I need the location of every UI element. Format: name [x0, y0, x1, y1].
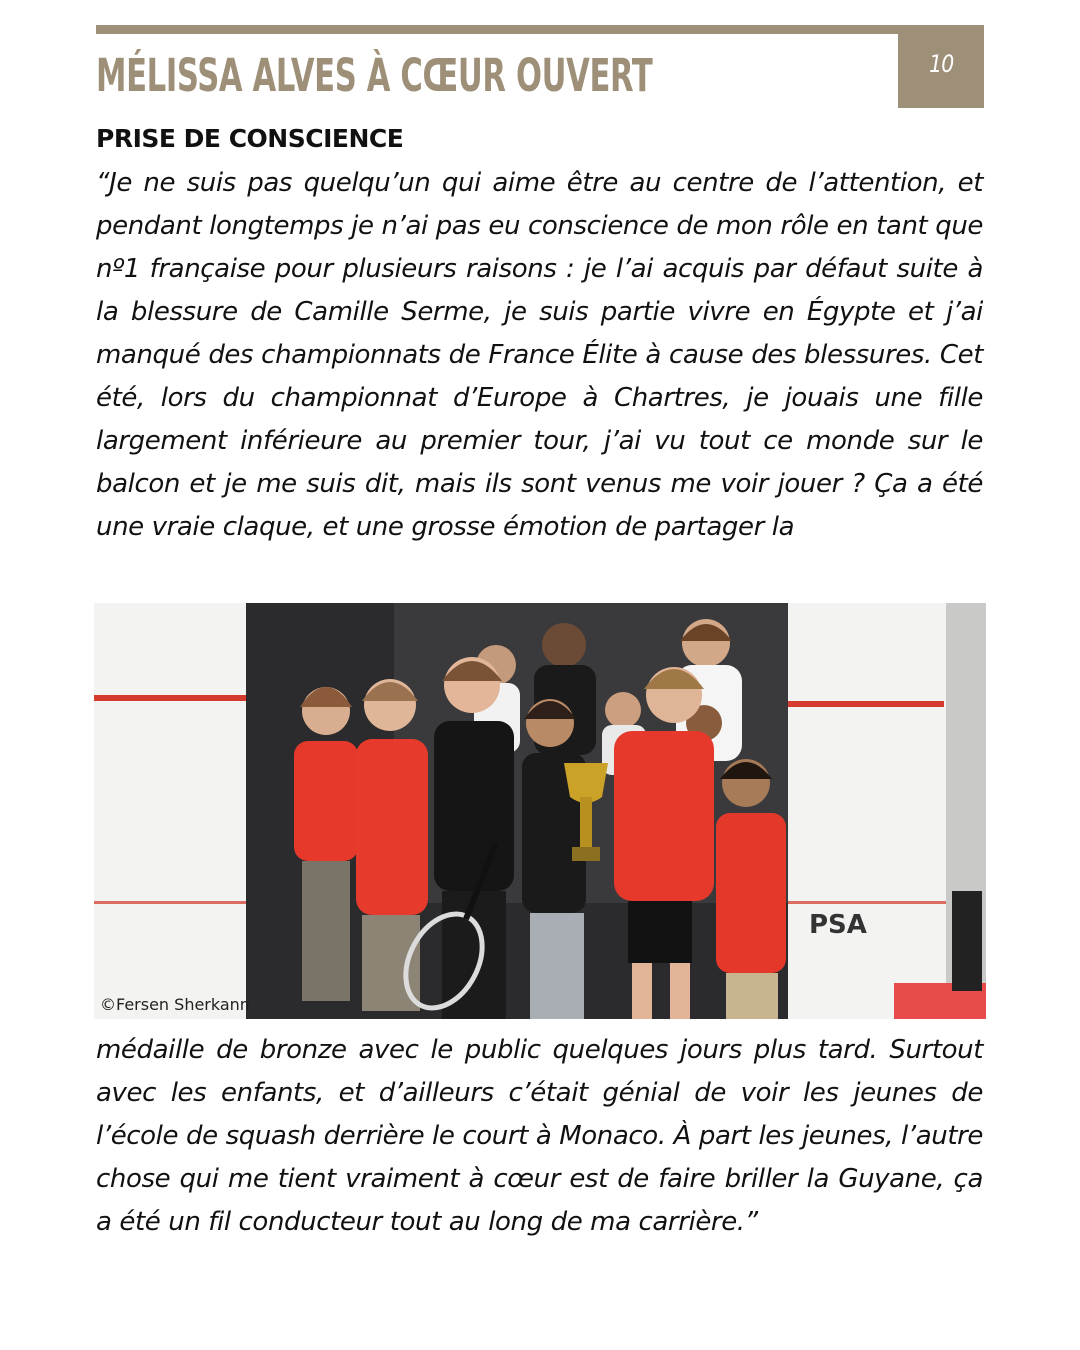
photo-credit: ©Fersen Sherkann — [100, 995, 250, 1014]
quote-paragraph-1: “Je ne suis pas quelqu’un qui aime être au centre de l’attention, et pendant longtemps je n’ai pas eu conscience de mon rôle en tant que nº1 française pour plusieurs raisons : je l’ai acquis par défaut suite à la blessure de Camille Serme, je suis partie vivre en Égypte et j’ai manqué des championnats de France Élite à cause des blessures. Cet été, lors du championnat d’Europe à Chartres, je jouais une fille largement inférieure au premier tour, j’ai vu tout ce monde sur le balcon et je me suis dit, mais ils sont venus me voir jouer ? Ça a été une vraie claque, et une grosse émotion de partager la — [96, 168, 983, 542]
svg-text:PSA: PSA — [809, 910, 867, 940]
quote-paragraph-2: médaille de bronze avec le public quelques jours plus tard. Surtout avec les enfants, et d’ailleurs c’était génial de voir les jeunes de l’école de squash derrière le court à Monaco. À part les jeunes, l’autre chose qui me tient vraiment à cœur est de faire briller la Guyane, ça a été un fil conducteur tout au long de ma carrière.” — [96, 1035, 983, 1237]
photo-illustration — [94, 603, 986, 1019]
team-photo — [94, 603, 986, 1019]
header-rule — [96, 25, 900, 34]
page-number: 10 — [928, 49, 954, 78]
article-title: MÉLISSA ALVES À CŒUR OUVERT — [96, 49, 653, 102]
section-heading: PRISE DE CONSCIENCE — [96, 124, 404, 153]
page-number-badge — [898, 25, 984, 108]
